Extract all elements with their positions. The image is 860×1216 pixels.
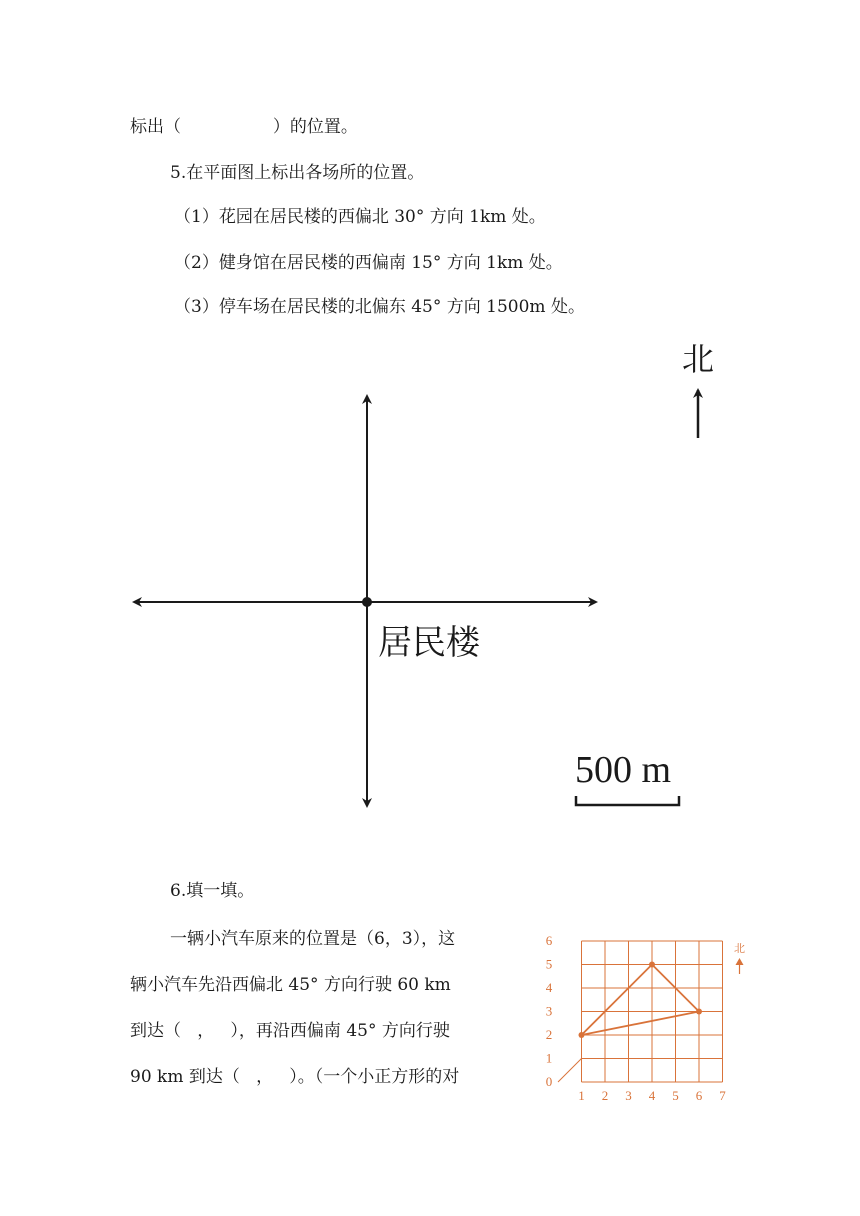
y-tick-label: 6: [545, 933, 553, 948]
grid-north-label: 北: [734, 942, 745, 955]
residential-building-label: 居民楼: [378, 623, 480, 663]
path-segment: [582, 965, 653, 1036]
path-point: [649, 962, 655, 968]
coordinate-grid-chart: [530, 930, 780, 1110]
y-tick-label: 3: [545, 1003, 553, 1019]
x-tick-label: 2: [601, 1088, 609, 1103]
x-tick-label: 3: [625, 1088, 632, 1103]
path-point: [579, 1032, 585, 1038]
north-label: 北: [681, 340, 715, 378]
question-6-line-2: 辆小汽车先沿西偏北 45° 方向行驶 60 km: [130, 975, 451, 995]
x-tick-label: 1: [578, 1088, 585, 1103]
line-mark-position: 标出（ ）的位置。: [130, 117, 358, 137]
question-5-item-2: （2）健身馆在居民楼的西偏南 15° 方向 1km 处。: [174, 253, 563, 273]
x-tick-label: 5: [672, 1088, 679, 1103]
origin-diagonal: [558, 1059, 582, 1083]
x-tick-label: 4: [648, 1088, 656, 1103]
grid-north-arrowhead: [736, 958, 744, 965]
question-6-title: 6.填一填。: [170, 881, 255, 901]
scale-bar: [576, 796, 679, 805]
y-tick-label: 2: [545, 1027, 553, 1042]
scale-label: 500 m: [575, 749, 672, 791]
question-6-line-1: 一辆小汽车原来的位置是（6，3），这: [170, 929, 456, 949]
location-map: [0, 330, 860, 850]
question-5-item-1: （1）花园在居民楼的西偏北 30° 方向 1km 处。: [174, 207, 546, 227]
x-tick-label: 6: [695, 1088, 703, 1103]
origin-label: 0: [545, 1074, 553, 1089]
residential-building-point: [362, 597, 372, 607]
path-point: [696, 1009, 702, 1015]
question-5-item-3: （3）停车场在居民楼的北偏东 45° 方向 1500m 处。: [174, 297, 585, 317]
y-tick-label: 4: [545, 980, 553, 995]
y-tick-label: 5: [545, 956, 553, 972]
question-6-line-3: 到达（ ， ），再沿西偏南 45° 方向行驶: [130, 1021, 450, 1041]
path-segment: [582, 1012, 700, 1036]
question-6-line-4: 90 km 到达（ ， ）。（一个小正方形的对: [130, 1067, 460, 1087]
y-tick-label: 1: [545, 1050, 553, 1066]
question-5-title: 5.在平面图上标出各场所的位置。: [170, 163, 425, 183]
x-tick-label: 7: [719, 1088, 726, 1103]
